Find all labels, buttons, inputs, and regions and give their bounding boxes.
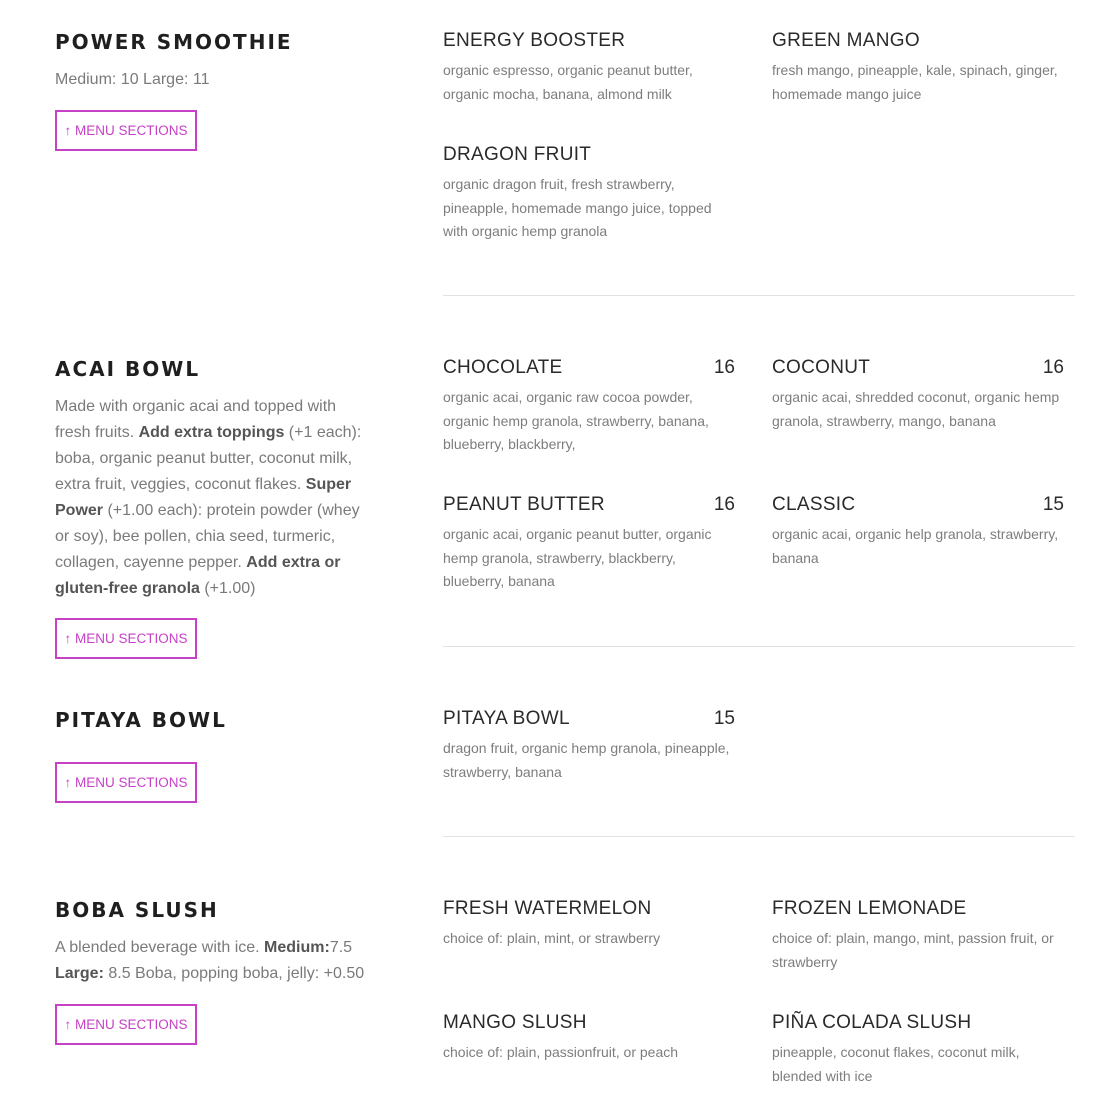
menu-item-chocolate	[443, 357, 735, 457]
section-price-power-smoothie: Medium: 10 Large: 11	[55, 71, 210, 88]
item-description: choice of: plain, mango, mint, passion fruit, or strawberry	[772, 930, 1054, 970]
item-price: 15	[713, 708, 735, 729]
item-price: 16	[1042, 357, 1064, 378]
menu-item-mango-slush	[443, 1012, 735, 1065]
menu-sections-button[interactable]: ↑ MENU SECTIONS	[55, 762, 197, 803]
item-name: ENERGY BOOSTER	[443, 30, 626, 51]
item-name: DRAGON FRUIT	[443, 144, 592, 165]
section-divider	[443, 646, 1075, 647]
item-name: MANGO SLUSH	[443, 1012, 587, 1033]
item-name: FROZEN LEMONADE	[772, 898, 967, 919]
item-description: pineapple, coconut flakes, coconut milk, blended with ice	[772, 1044, 1020, 1084]
item-description: fresh mango, pineapple, kale, spinach, ginger, homemade mango juice	[772, 62, 1058, 102]
menu-item-pina-colada-slush	[772, 1012, 1064, 1088]
item-description: organic acai, organic raw cocoa powder, organic hemp granola, strawberry, banana, blueberry, blackberry,	[443, 389, 709, 452]
section-divider	[443, 295, 1075, 296]
menu-sections-button[interactable]: ↑ MENU SECTIONS	[55, 1004, 197, 1045]
item-description: organic dragon fruit, fresh strawberry, pineapple, homemade mango juice, topped with organic hemp granola	[443, 176, 712, 239]
menu-item-frozen-lemonade	[772, 898, 1064, 974]
menu-item-coconut	[772, 357, 1064, 433]
item-name: PEANUT BUTTER	[443, 494, 605, 515]
item-name: GREEN MANGO	[772, 30, 920, 51]
menu-sections-button[interactable]: ↑ MENU SECTIONS	[55, 110, 197, 151]
item-description: choice of: plain, passionfruit, or peach	[443, 1044, 679, 1060]
item-description: organic acai, shredded coconut, organic hemp granola, strawberry, mango, banana	[772, 389, 1060, 429]
item-name: CLASSIC	[772, 494, 856, 515]
section-title-pitaya-bowl: PITAYA BOWL	[55, 708, 227, 732]
item-price: 15	[1042, 494, 1064, 515]
section-title-power-smoothie: POWER SMOOTHIE	[55, 30, 293, 54]
section-title-acai-bowl: ACAI BOWL	[55, 357, 201, 381]
section-divider	[443, 836, 1075, 837]
menu-item-dragon-fruit	[443, 144, 735, 244]
menu-sections-button[interactable]: ↑ MENU SECTIONS	[55, 618, 197, 659]
item-name: COCONUT	[772, 357, 871, 378]
section-description-boba-slush: A blended beverage with ice. Medium:7.5 Large: 8.5 Boba, popping boba, jelly: +0.50	[55, 939, 365, 982]
menu-item-green-mango	[772, 30, 1064, 106]
section-title-boba-slush: BOBA SLUSH	[55, 898, 219, 922]
item-description: organic acai, organic help granola, strawberry, banana	[772, 526, 1059, 566]
item-price: 16	[713, 357, 735, 378]
item-price: 16	[713, 494, 735, 515]
item-name: FRESH WATERMELON	[443, 898, 652, 919]
section-description-acai-bowl: Made with organic acai and topped with fresh fruits. Add extra toppings (+1 each): boba, organic peanut butter, coconut milk, extra fruit, veggies, coconut flakes. Super Power (+1.00 each): protein powder (whey or soy), bee pollen, chia seed, turmeric, collagen, cayenne pepper. Add extra or gluten-free granola (+1.00)	[55, 398, 362, 597]
item-description: choice of: plain, mint, or strawberry	[443, 930, 661, 946]
menu-item-fresh-watermelon	[443, 898, 735, 951]
item-name: CHOCOLATE	[443, 357, 563, 378]
item-description: dragon fruit, organic hemp granola, pineapple, strawberry, banana	[443, 740, 730, 780]
item-name: PIÑA COLADA SLUSH	[772, 1012, 972, 1033]
item-description: organic acai, organic peanut butter, organic hemp granola, strawberry, blackberry, blueberry, banana	[443, 526, 712, 589]
menu-item-classic	[772, 494, 1064, 570]
menu-item-peanut-butter	[443, 494, 735, 594]
item-description: organic espresso, organic peanut butter, organic mocha, banana, almond milk	[443, 62, 693, 102]
item-name: PITAYA BOWL	[443, 708, 570, 729]
menu-item-energy-booster	[443, 30, 735, 106]
menu-item-pitaya-bowl	[443, 708, 735, 784]
